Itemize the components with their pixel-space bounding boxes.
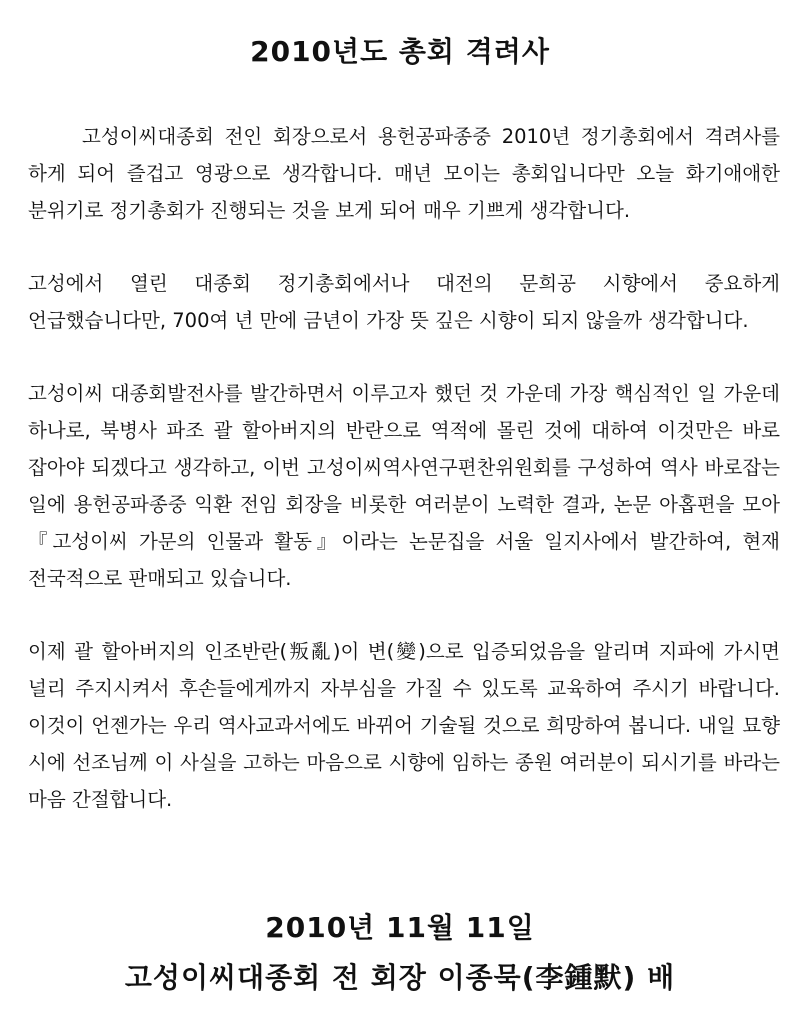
paragraph-1: 고성이씨대종회 전인 회장으로서 용헌공파종중 2010년 정기총회에서 격려사를 하게 되어 즐겁고 영광으로 생각합니다. 매년 모이는 총회입니다만 오늘 화기애애한 분위기로 정기총회가 진행되는 것을 보게 되어 매우 기쁘게 생각합니다. xyxy=(28,125,780,222)
document-title: 2010년도 총회 격려사 xyxy=(250,35,550,68)
paragraph-2: 고성에서 열린 대종회 정기총회에서나 대전의 문희공 시향에서 중요하게 언급했습니다만, 700여 년 만에 금년이 가장 뜻 깊은 시향이 되지 않을까 생각합니다. xyxy=(28,272,780,332)
paragraph-3: 고성이씨 대종회발전사를 발간하면서 이루고자 했던 것 가운데 가장 핵심적인 일 가운데 하나로, 북병사 파조 괄 할아버지의 반란으로 역적에 몰린 것에 대하여 이것만은 바로 잡아야 되겠다고 생각하고, 이번 고성이씨역사연구편찬위원회를 구성하여 역사 바로잡는 일에 용헌공파종중 익환 전임 회장을 비롯한 여러분이 노력한 결과, 논문 아홉편을 모아 『고성이씨 가문의 인물과 활동』이라는 논문집을 서울 일지사에서 발간하여, 현재 전국적으로 판매되고 있습니다. xyxy=(28,382,780,590)
document-body xyxy=(28,118,780,854)
document-date: 2010년 11월 11일 xyxy=(265,911,535,944)
document-signature: 고성이씨대종회 전 회장 이종묵(李鍾默) 배 xyxy=(124,961,676,994)
paragraph-4: 이제 괄 할아버지의 인조반란(叛亂)이 변(變)으로 입증되었음을 알리며 지파에 가시면 널리 주지시켜서 후손들에게까지 자부심을 가질 수 있도록 교육하여 주시기 바랍니다. 이것이 언젠가는 우리 역사교과서에도 바뀌어 기술될 것으로 희망하여 봅니다. 내일 묘향 시에 선조님께 이 사실을 고하는 마음으로 시향에 임하는 종원 여러분이 되시기를 바라는 마음 간절합니다. xyxy=(28,640,780,811)
